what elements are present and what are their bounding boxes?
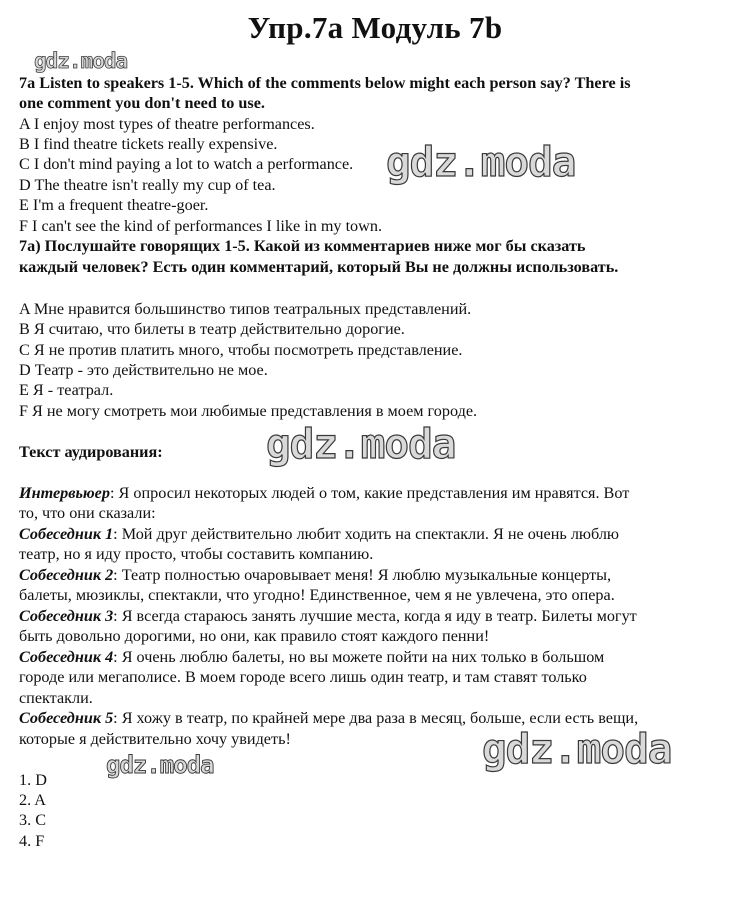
page-title: Упр.7а Модуль 7b <box>247 10 503 45</box>
speaker-label: Собеседник 5 <box>19 709 114 727</box>
transcript-line: театр, но я иду просто, чтобы составить компанию. <box>19 545 374 563</box>
answer-item: 2. A <box>19 791 46 809</box>
answer-item: 4. F <box>19 832 45 850</box>
speech-text: : Я хожу в театр, по крайней мере два раза в месяц, больше, если есть вещи, <box>113 709 639 727</box>
speech-text: : Мой друг действительно любит ходить на спектакли. Я не очень люблю <box>113 525 620 543</box>
transcript-line <box>19 647 604 667</box>
speech-text: : Я опросил некоторых людей о том, какие представления им нравятся. Вот <box>109 484 630 502</box>
watermark: gdz.moda <box>34 49 128 73</box>
option-en: B I find theatre tickets really expensive. <box>19 135 278 153</box>
option-en: F I can't see the kind of performances I like in my town. <box>19 217 382 235</box>
transcript-line <box>19 606 637 626</box>
transcript-line: то, что они сказали: <box>19 504 156 522</box>
option-en: C I don't mind paying a lot to watch a performance. <box>19 155 354 173</box>
task-ru-line: каждый человек? Есть один комментарий, который Вы не должны использовать. <box>19 258 619 276</box>
option-en: E I'm a frequent theatre-goer. <box>19 196 209 214</box>
task-en-line: 7a Listen to speakers 1-5. Which of the comments below might each person say? There is <box>19 74 631 92</box>
transcript-line <box>19 483 629 503</box>
transcript-line: городе или мегаполисе. В моем городе всего лишь один театр, и там ставят только <box>19 668 587 686</box>
answer-item: 3. C <box>19 811 46 829</box>
watermark: gdz.moda <box>266 420 456 468</box>
speaker-label: Собеседник 3 <box>19 607 114 625</box>
speaker-label: Интервьюер <box>19 484 110 502</box>
option-ru: E Я - театрал. <box>19 381 114 399</box>
transcript-line: балеты, мюзиклы, спектакли, что угодно! Единственное, чем я не увлечена, это опера. <box>19 586 615 604</box>
watermark: gdz.moda <box>106 751 214 779</box>
task-ru-line: 7а) Послушайте говорящих 1-5. Какой из комментариев ниже мог бы сказать <box>19 237 586 255</box>
option-ru: C Я не против платить много, чтобы посмотреть представление. <box>19 341 463 359</box>
option-ru: B Я считаю, что билеты в театр действительно дорогие. <box>19 320 405 338</box>
transcript-line <box>19 708 638 728</box>
watermark: gdz.moda <box>386 138 576 186</box>
option-ru: A Мне нравится большинство типов театральных представлений. <box>19 300 472 318</box>
task-en-line: one comment you don't need to use. <box>19 94 265 112</box>
option-en: D The theatre isn't really my cup of tea. <box>19 176 276 194</box>
transcript-line: спектакли. <box>19 689 93 707</box>
transcript-line <box>19 565 611 585</box>
transcript-line: быть довольно дорогими, но они, как правило стоят каждого пенни! <box>19 627 490 645</box>
watermark: gdz.moda <box>482 725 672 773</box>
speech-text: : Я очень люблю балеты, но вы можете пойти на них только в большом <box>113 648 605 666</box>
speaker-label: Собеседник 2 <box>19 566 114 584</box>
option-en: A I enjoy most types of theatre performances. <box>19 115 315 133</box>
speech-text: : Театр полностью очаровывает меня! Я люблю музыкальные концерты, <box>113 566 612 584</box>
option-ru: D Театр - это действительно не мое. <box>19 361 268 379</box>
option-ru: F Я не могу смотреть мои любимые представления в моем городе. <box>19 402 478 420</box>
transcript-line <box>19 524 619 544</box>
speaker-label: Собеседник 1 <box>19 525 114 543</box>
speaker-label: Собеседник 4 <box>19 648 114 666</box>
transcript-line: которые я действительно хочу увидеть! <box>19 730 291 748</box>
transcript-heading: Текст аудирования: <box>19 443 163 461</box>
answer-item: 1. D <box>19 771 47 789</box>
speech-text: : Я всегда стараюсь занять лучшие места, когда я иду в театр. Билеты могут <box>113 607 637 625</box>
